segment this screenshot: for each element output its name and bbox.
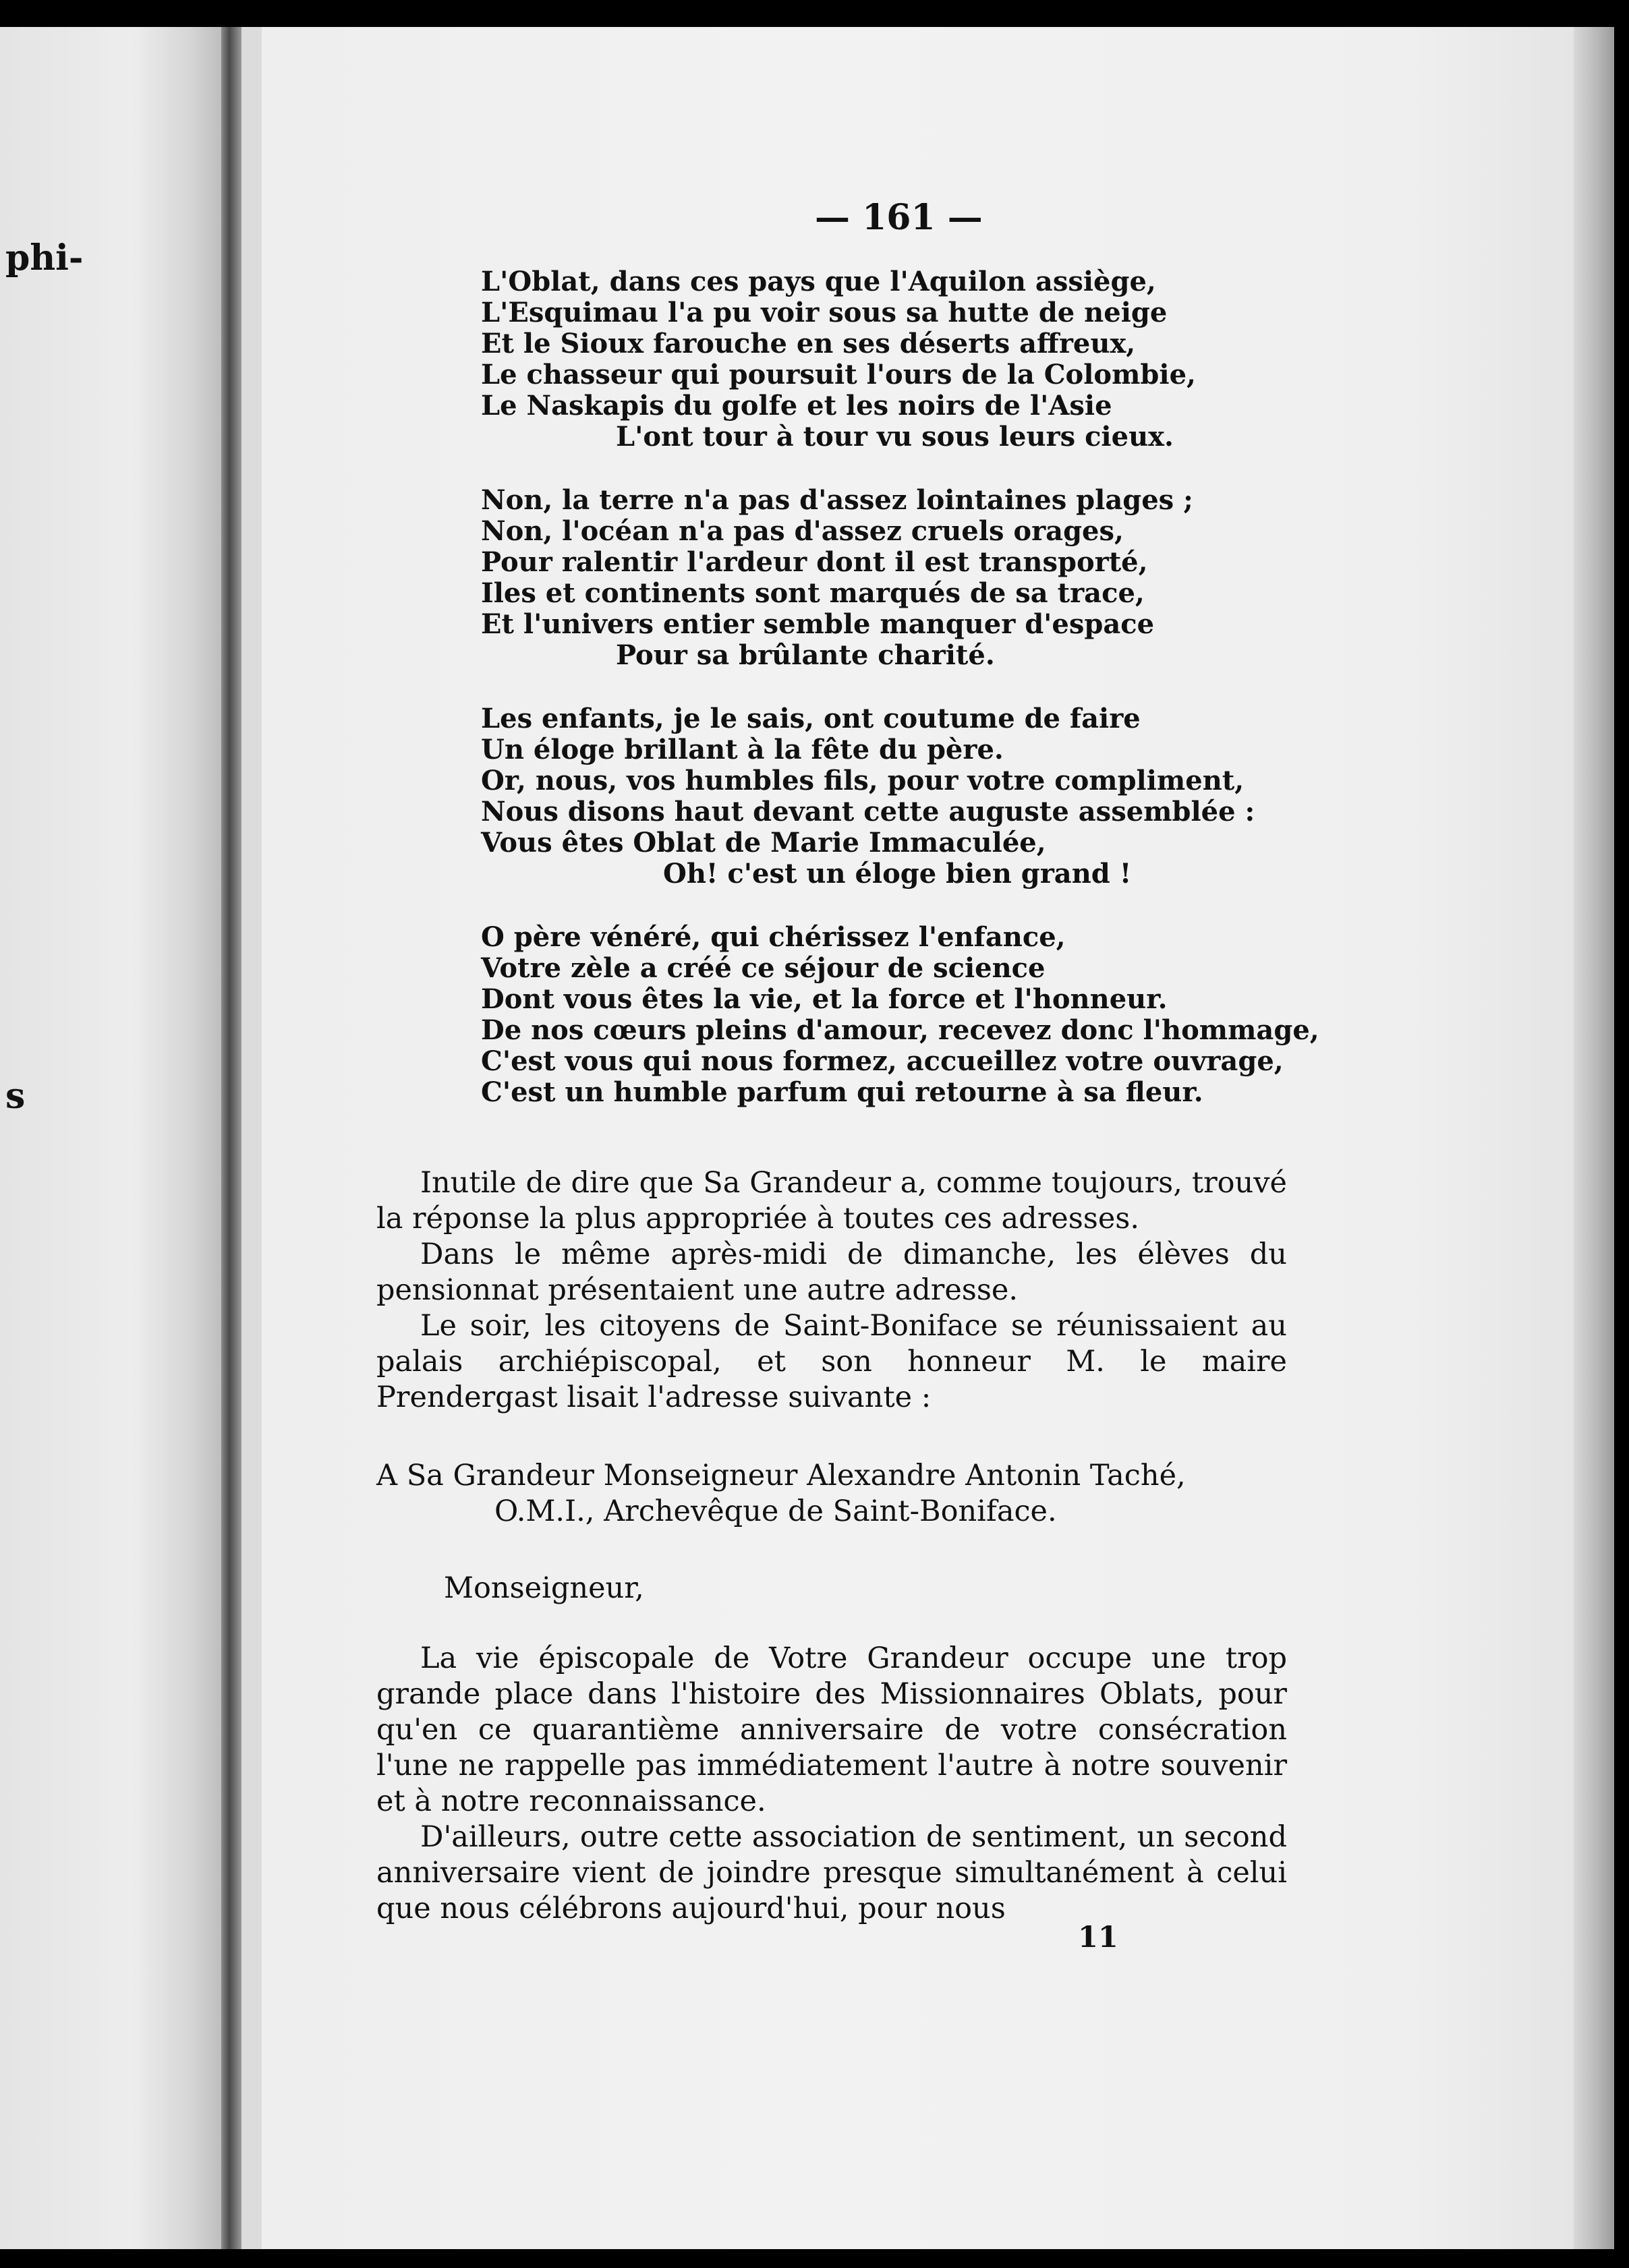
- poem-line: Oh! c'est un éloge bien grand !: [663, 858, 1132, 890]
- poem-line: Pour sa brûlante charité.: [616, 639, 995, 671]
- poem-stanza: [481, 703, 1392, 890]
- poem-line: Un éloge brillant à la fête du père.: [481, 734, 1004, 765]
- poem-line: Nous disons haut devant cette auguste assemblée :: [481, 796, 1255, 827]
- poem-stanza: [481, 266, 1392, 453]
- poem-line: O père vénéré, qui chérissez l'enfance,: [481, 921, 1066, 953]
- address-heading: [376, 1458, 1287, 1530]
- facing-page-fragment: s: [5, 1076, 26, 1117]
- poem-line: Les enfants, je le sais, ont coutume de faire: [481, 703, 1141, 734]
- page-number: — 161 —: [815, 197, 983, 238]
- paragraph: La vie épiscopale de Votre Grandeur occupe une trop grande place dans l'histoire des Missionnaires Oblats, pour qu'en ce quarantième anniversaire de votre consécration l'une ne rappelle pas immédiatement l'autre à notre souvenir et à notre reconnaissance.: [376, 1641, 1287, 1818]
- poem-line: Dont vous êtes la vie, et la force et l'honneur.: [481, 983, 1168, 1015]
- poem-line: De nos cœurs pleins d'amour, recevez donc l'hommage,: [481, 1014, 1319, 1046]
- facing-page-edge: [0, 27, 223, 2249]
- poem: [481, 266, 1392, 1140]
- page-strip: [241, 27, 262, 2249]
- poem-line: Pour ralentir l'ardeur dont il est transporté,: [481, 546, 1148, 578]
- scan-border-top: [0, 0, 1629, 27]
- poem-line: L'Esquimau l'a pu voir sous sa hutte de neige: [481, 297, 1168, 328]
- scan-border-right: [1614, 0, 1629, 2268]
- poem-line: L'ont tour à tour vu sous leurs cieux.: [616, 421, 1174, 453]
- poem-line: Le chasseur qui poursuit l'ours de la Colombie,: [481, 359, 1196, 390]
- book-page: [262, 27, 1614, 2249]
- address-line: O.M.I., Archevêque de Saint-Boniface.: [494, 1494, 1057, 1528]
- paragraph: Inutile de dire que Sa Grandeur a, comme toujours, trouvé la réponse la plus appropriée à toutes ces adresses.: [376, 1166, 1287, 1235]
- poem-line: C'est vous qui nous formez, accueillez votre ouvrage,: [481, 1045, 1284, 1077]
- paragraph: D'ailleurs, outre cette association de sentiment, un second anniversaire vient de joindre presque simultanément à celui que nous célébrons aujourd'hui, pour nous: [376, 1820, 1287, 1925]
- narrative-text: [376, 1165, 1287, 1416]
- poem-line: Or, nous, vos humbles fils, pour votre compliment,: [481, 765, 1245, 796]
- poem-line: Non, la terre n'a pas d'assez lointaines plages ;: [481, 484, 1193, 516]
- poem-line: Votre zèle a créé ce séjour de science: [481, 952, 1046, 984]
- poem-line: Le Naskapis du golfe et les noirs de l'Asie: [481, 390, 1112, 421]
- scan-border-bottom: [0, 2249, 1629, 2268]
- facing-page-fragment: phi-: [5, 237, 84, 279]
- page-edge-shadow: [1574, 27, 1614, 2249]
- poem-line: C'est un humble parfum qui retourne à sa fleur.: [481, 1076, 1203, 1108]
- poem-line: Et le Sioux farouche en ses déserts affreux,: [481, 328, 1136, 359]
- letter-body: [376, 1641, 1287, 1927]
- signature-mark: 11: [1078, 1921, 1118, 1954]
- poem-line: Vous êtes Oblat de Marie Immaculée,: [481, 827, 1046, 859]
- address-line: A Sa Grandeur Monseigneur Alexandre Antonin Taché,: [376, 1459, 1186, 1492]
- salutation: Monseigneur,: [444, 1571, 644, 1605]
- poem-stanza: [481, 485, 1392, 671]
- book-gutter: [221, 27, 241, 2249]
- paragraph: Dans le même après-midi de dimanche, les élèves du pensionnat présentaient une autre adresse.: [376, 1238, 1287, 1307]
- poem-stanza: [481, 922, 1392, 1108]
- poem-line: Et l'univers entier semble manquer d'espace: [481, 608, 1155, 640]
- poem-line: L'Oblat, dans ces pays que l'Aquilon assiège,: [481, 266, 1156, 297]
- paragraph: Le soir, les citoyens de Saint-Boniface se réunissaient au palais archiépiscopal, et son honneur M. le maire Prendergast lisait l'adresse suivante :: [376, 1309, 1287, 1414]
- poem-line: Iles et continents sont marqués de sa trace,: [481, 577, 1145, 609]
- poem-line: Non, l'océan n'a pas d'assez cruels orages,: [481, 515, 1124, 547]
